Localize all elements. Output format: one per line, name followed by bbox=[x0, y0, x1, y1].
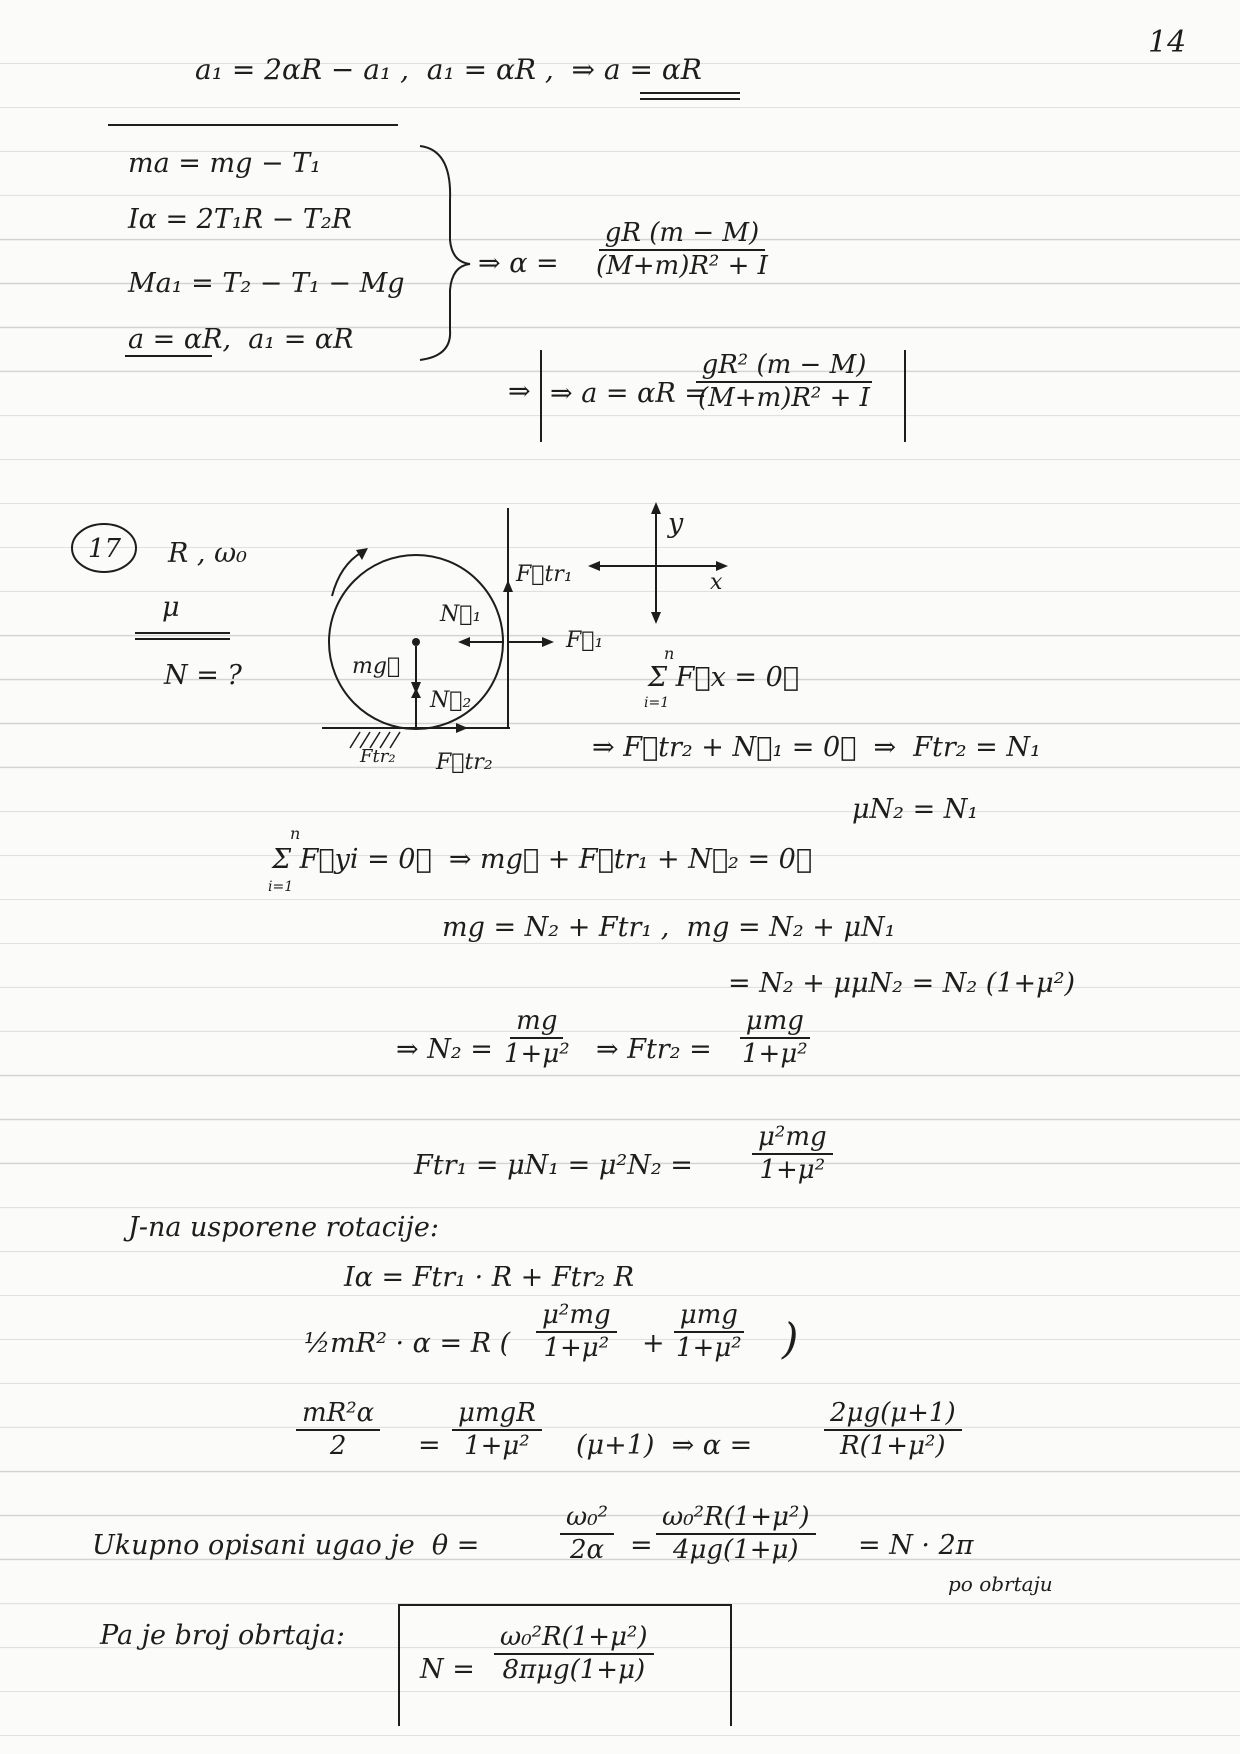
label-mg: mg⃗ bbox=[352, 654, 401, 679]
angle-den2: 4μg(1+μ) bbox=[672, 1535, 799, 1566]
rotation-eq3-frac1 bbox=[296, 1400, 380, 1461]
result-denominator: 8πμg(1+μ) bbox=[502, 1655, 646, 1686]
label-ftr1: F⃗tr₁ bbox=[516, 562, 573, 587]
rotation-eq3-frac3 bbox=[824, 1400, 962, 1461]
rotation-eq3-frac2 bbox=[452, 1400, 542, 1461]
curly-brace bbox=[420, 146, 470, 360]
n2-lhs: ⇒ N₂ = bbox=[396, 1034, 493, 1065]
result-box-top bbox=[398, 1604, 730, 1606]
rotation-eq3-num1: mR²α bbox=[296, 1400, 380, 1431]
rotation-eq3-den2: 1+μ² bbox=[464, 1431, 530, 1462]
result-text: Pa je broj obrtaja: bbox=[100, 1620, 345, 1651]
result-numerator: ω₀²R(1+μ²) bbox=[494, 1624, 654, 1655]
n1-arrowhead-icon bbox=[458, 637, 470, 647]
line-x2: μN₂ = N₁ bbox=[852, 794, 979, 825]
top-equation: a₁ = 2αR − a₁ , a₁ = αR , ⇒ a = αR bbox=[195, 53, 702, 86]
rotation-eq2-den2: 1+μ² bbox=[676, 1333, 742, 1364]
rotation-eq2-num1: μ²mg bbox=[536, 1302, 617, 1333]
rotation-eq1: Iα = Ftr₁ · R + Ftr₂ R bbox=[344, 1262, 635, 1293]
ftr2-numerator: μmg bbox=[740, 1008, 810, 1039]
ftr2-fraction bbox=[736, 1008, 814, 1069]
angle-num2: ω₀²R(1+μ²) bbox=[656, 1504, 816, 1535]
a-fraction bbox=[692, 352, 876, 413]
rotation-eq3-mid: (μ+1) ⇒ α = bbox=[576, 1430, 753, 1461]
alpha-lhs: ⇒ α = bbox=[478, 248, 559, 279]
rotation-eq3-eq: = bbox=[418, 1430, 441, 1461]
result-fraction bbox=[494, 1624, 654, 1685]
angle-tail: = N · 2π bbox=[858, 1530, 974, 1561]
rotation-eq2-lhs: ½mR² · α = R ( bbox=[304, 1328, 511, 1359]
ftr1-denominator: 1+μ² bbox=[759, 1155, 826, 1186]
f1-arrowhead-icon bbox=[542, 637, 554, 647]
rotation-eq2-frac1 bbox=[536, 1302, 617, 1363]
line-y2: = N₂ + μμN₂ = N₂ (1+μ²) bbox=[728, 968, 1076, 999]
rotation-eq3-den3: R(1+μ²) bbox=[840, 1431, 946, 1462]
page-number: 14 bbox=[1148, 25, 1187, 60]
equation: Ma₁ = T₂ − T₁ − Mg bbox=[128, 268, 405, 299]
a-numerator: gR² (m − M) bbox=[696, 352, 873, 383]
a-denominator: (M+m)R² + I bbox=[698, 383, 870, 414]
label-ftr2-ground: Ftr₂ bbox=[360, 746, 396, 767]
label-n2: N⃗₂ bbox=[430, 688, 472, 713]
rotation-eq2-plus: + bbox=[642, 1328, 665, 1359]
rotation-eq3-den1: 2 bbox=[329, 1431, 347, 1462]
ftr2-denominator: 1+μ² bbox=[742, 1039, 808, 1070]
angle-text: Ukupno opisani ugao je θ = bbox=[92, 1530, 480, 1561]
sum-y-index: i=1 bbox=[268, 879, 294, 895]
alpha-numerator: gR (m − M) bbox=[599, 220, 765, 251]
y-neg-arrowhead-icon bbox=[651, 612, 661, 624]
given-mu: μ bbox=[162, 592, 180, 623]
axis-x-label: x bbox=[710, 570, 723, 595]
problem-number: 17 bbox=[88, 534, 122, 564]
line-y1: mg = N₂ + Ftr₁ , mg = N₂ + μN₁ bbox=[442, 912, 896, 943]
find-n: N = ? bbox=[164, 660, 242, 691]
angle-eq: = bbox=[630, 1530, 653, 1561]
a-lhs: ⇒ a = αR = bbox=[550, 378, 707, 409]
center-dot bbox=[412, 638, 420, 646]
alpha-fraction bbox=[590, 220, 774, 281]
ftr1-arrowhead-icon bbox=[503, 580, 513, 592]
sum-y-top: n bbox=[290, 824, 301, 843]
equation: Iα = 2T₁R − T₂R bbox=[128, 204, 352, 235]
angle-den1: 2α bbox=[569, 1535, 605, 1566]
alpha-denominator: (M+m)R² + I bbox=[596, 251, 768, 282]
ftr1-numerator: μ²mg bbox=[752, 1124, 833, 1155]
label-f1: F⃗₁ bbox=[566, 628, 604, 653]
rotation-eq2-close: ) bbox=[782, 1314, 799, 1363]
sum-y: Σ F⃗yi = 0⃗ ⇒ mg⃗ + F⃗tr₁ + N⃗₂ = 0⃗ bbox=[272, 844, 813, 875]
ftr1-fraction bbox=[752, 1124, 833, 1185]
rotation-eq2-frac2 bbox=[670, 1302, 748, 1363]
n2-arrowhead-icon bbox=[411, 688, 421, 698]
n2-numerator: mg bbox=[510, 1008, 563, 1039]
label-n1: N⃗₁ bbox=[440, 602, 482, 627]
equation: ma = mg − T₁ bbox=[128, 148, 321, 179]
rotation-eq3-num2: μmgR bbox=[452, 1400, 542, 1431]
result-lhs: N = bbox=[420, 1654, 475, 1685]
a-arrow: ⇒ bbox=[508, 376, 531, 407]
sum-x-index: i=1 bbox=[644, 695, 670, 711]
ftr2-arrowhead-icon bbox=[456, 723, 468, 733]
given-values: R , ω₀ bbox=[168, 538, 247, 569]
angle-note: po obrtaju bbox=[948, 1572, 1053, 1596]
sum-x-top: n bbox=[664, 644, 675, 663]
rotation-eq3-num3: 2μg(μ+1) bbox=[824, 1400, 962, 1431]
sum-x: Σ F⃗x = 0⃗ bbox=[648, 662, 800, 693]
rotation-eq2-den1: 1+μ² bbox=[543, 1333, 610, 1364]
y-arrowhead-icon bbox=[651, 502, 661, 514]
angle-frac2 bbox=[656, 1504, 816, 1565]
label-ftr2: F⃗tr₂ bbox=[436, 750, 493, 775]
n2-denominator: 1+μ² bbox=[504, 1039, 570, 1070]
x-neg-arrowhead-icon bbox=[588, 561, 600, 571]
equation: a = αR, a₁ = αR bbox=[128, 324, 354, 355]
ftr1-lhs: Ftr₁ = μN₁ = μ²N₂ = bbox=[414, 1150, 693, 1181]
rotation-eq2-num2: μmg bbox=[674, 1302, 744, 1333]
line-x1: ⇒ F⃗tr₂ + N⃗₁ = 0⃗ ⇒ Ftr₂ = N₁ bbox=[592, 732, 1041, 763]
ftr2-lhs: ⇒ Ftr₂ = bbox=[596, 1034, 712, 1065]
angle-num1: ω₀² bbox=[560, 1504, 614, 1535]
n2-fraction bbox=[498, 1008, 576, 1069]
axis-y-label: y bbox=[668, 508, 684, 539]
rotation-heading: J-na usporene rotacije: bbox=[128, 1212, 439, 1243]
angle-frac1 bbox=[560, 1504, 614, 1565]
